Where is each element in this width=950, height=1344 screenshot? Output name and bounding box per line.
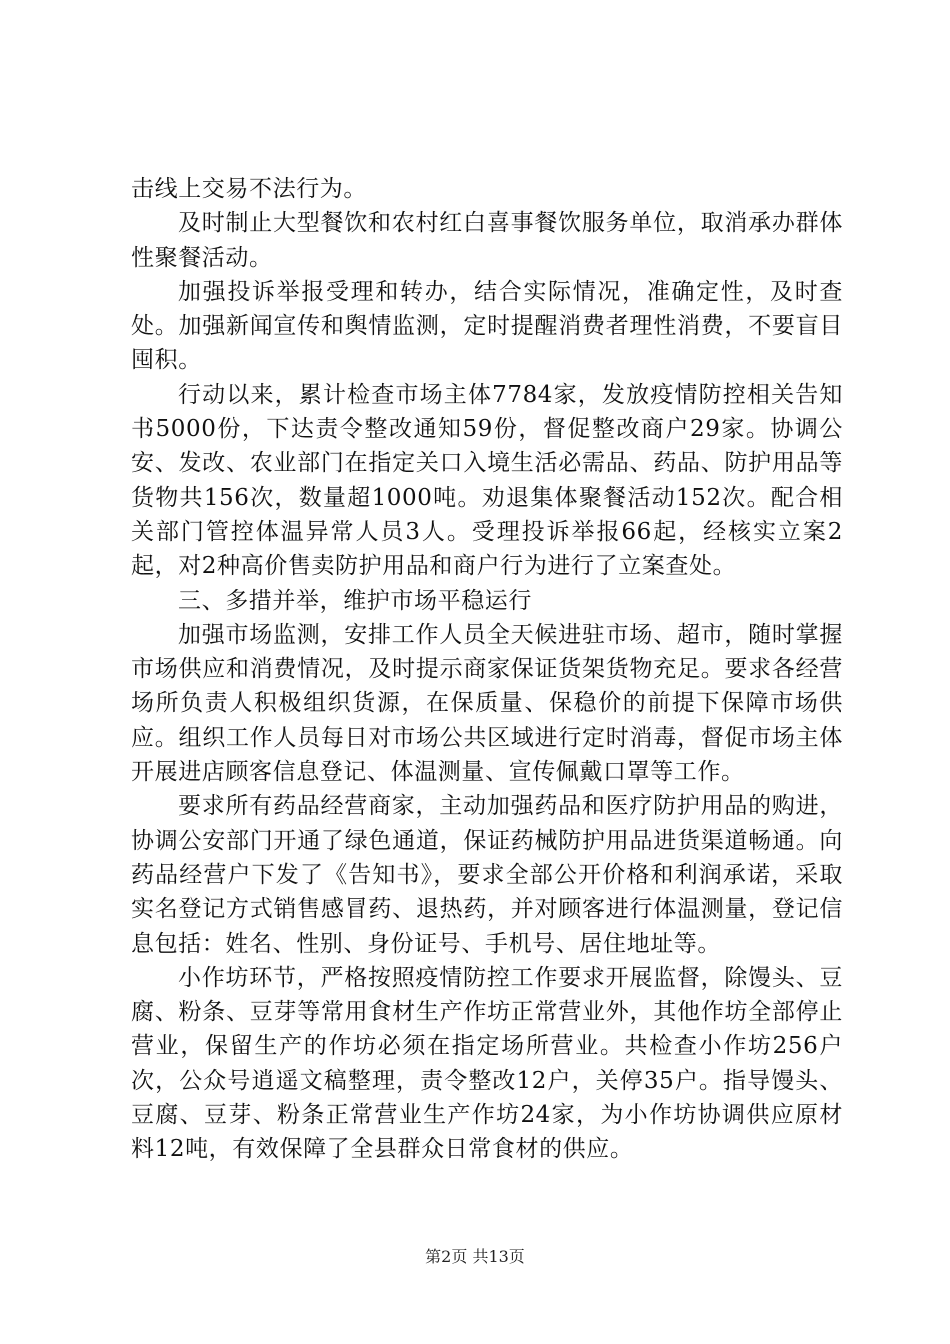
paragraph-statistics: 行动以来，累计检查市场主体7784家，发放疫情防控相关告知书5000份，下达责令整改通知59份，督促整改商户29家。协调公安、发改、农业部门在指定关口入境生活必需品、药品、防护用品等货物共156次，数量超1000吨。劝退集体聚餐活动152次。配合相关部门管控体温异常人员3人。受理投诉举报66起，经核实立案2起，对2种高价售卖防护用品和商户行为进行了立案查处。 xyxy=(131,381,843,580)
paragraph-market-monitoring: 加强市场监测，安排工作人员全天候进驻市场、超市，随时掌握市场供应和消费情况，及时提示商家保证货架货物充足。要求各经营场所负责人积极组织货源，在保质量、保稳价的前提下保障市场供应。组织工作人员每日对市场公共区域进行定时消毒，督促市场主体开展进店顾客信息登记、体温测量、宣传佩戴口罩等工作。 xyxy=(131,621,843,786)
paragraph-workshops: 小作坊环节，严格按照疫情防控工作要求开展监督，除馒头、豆腐、粉条、豆芽等常用食材生产作坊正常营业外，其他作坊全部停止营业，保留生产的作坊必须在指定场所营业。共检查小作坊256户次，公众号逍遥文稿整理，责令整改12户，关停35户。指导馒头、豆腐、豆芽、粉条正常营业生产作坊24家，为小作坊协调供应原材料12吨，有效保障了全县群众日常食材的供应。 xyxy=(131,964,843,1163)
section-heading: 三、多措并举，维护市场平稳运行 xyxy=(178,587,532,614)
document-body xyxy=(131,172,843,1167)
paragraph-pharmacy: 要求所有药品经营商家，主动加强药品和医疗防护用品的购进，协调公安部门开通了绿色通道，保证药械防护用品进货渠道畅通。向药品经营户下发了《告知书》，要求全部公开价格和利润承诺，采取实名登记方式销售感冒药、退热药，并对顾客进行体温测量，登记信息包括：姓名、性别、身份证号、手机号、居住地址等。 xyxy=(131,793,843,957)
paragraph-continuation: 击线上交易不法行为。 xyxy=(131,176,367,202)
paragraph-complaints: 加强投诉举报受理和转办，结合实际情况，准确定性，及时查处。加强新闻宣传和舆情监测，定时提醒消费者理性消费，不要盲目囤积。 xyxy=(131,278,843,374)
paragraph-catering-stop: 及时制止大型餐饮和农村红白喜事餐饮服务单位，取消承办群体性聚餐活动。 xyxy=(131,210,843,271)
page-number-footer: 第2页 共13页 xyxy=(425,1247,525,1266)
